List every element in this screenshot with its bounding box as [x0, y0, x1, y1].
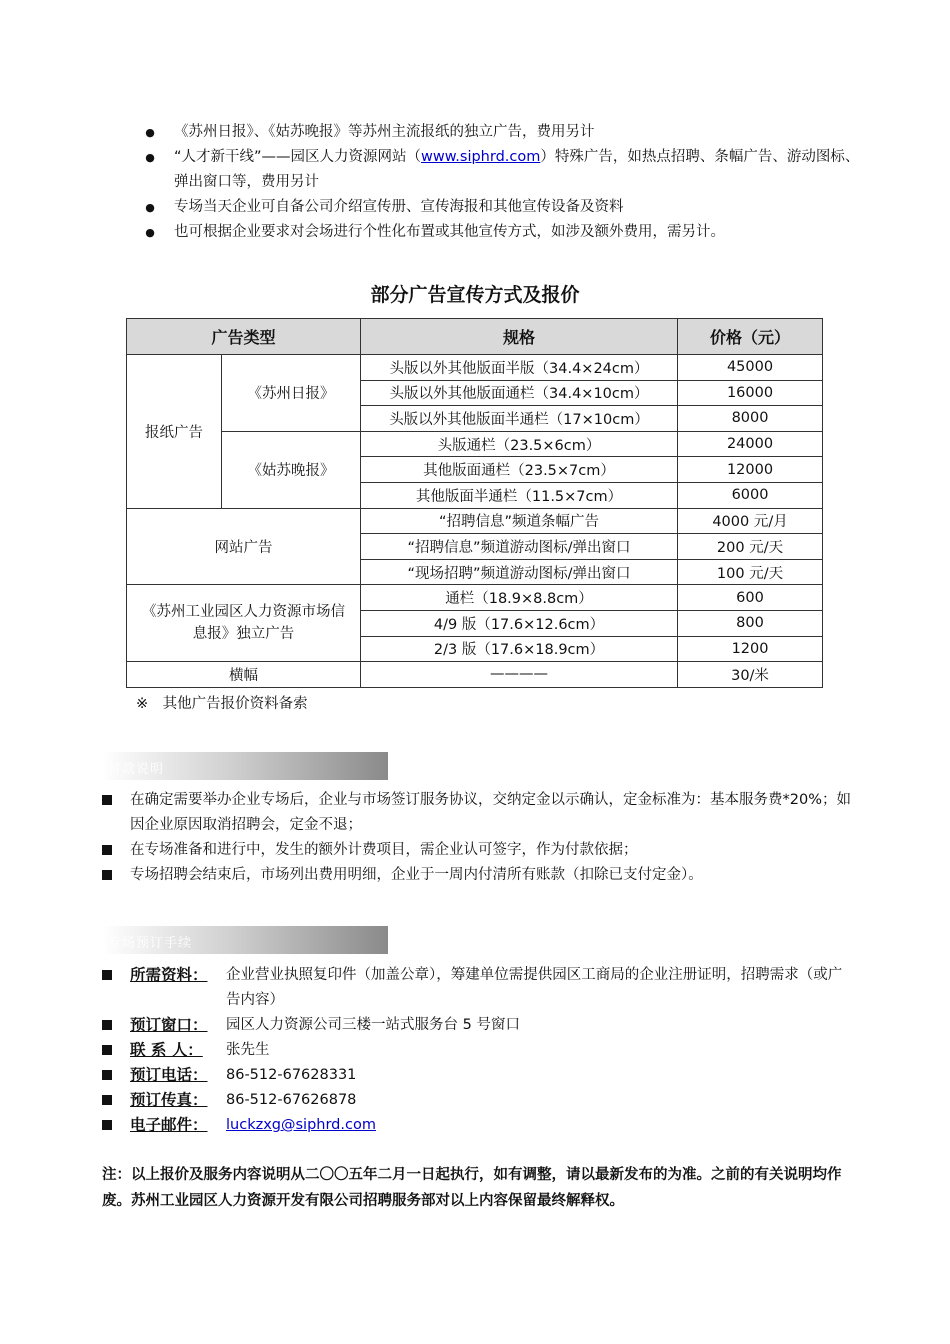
- bullet-list: [140, 120, 860, 245]
- square-bullet-icon: [102, 1045, 112, 1055]
- price-cell: 24000: [678, 431, 823, 457]
- item-value: 园区人力资源公司三楼一站式服务台 5 号窗口: [226, 1017, 520, 1033]
- square-bullet-icon: [102, 1095, 112, 1105]
- bullet-icon: ●: [145, 151, 155, 164]
- table-note: ※ 其他广告报价资料备索: [136, 696, 308, 712]
- header-price: 价格（元）: [678, 319, 823, 355]
- price-cell: 100 元/天: [678, 559, 823, 585]
- item-key: 联 系 人：: [130, 1041, 203, 1059]
- table-row: [127, 355, 823, 381]
- square-bullet-icon: [102, 970, 112, 980]
- list-item: [102, 863, 852, 888]
- list-item: [102, 1113, 852, 1138]
- group-website: 网站广告: [127, 508, 361, 585]
- price-cell: 1200: [678, 636, 823, 662]
- list-item: [102, 1038, 852, 1063]
- price-cell: 30/米: [678, 662, 823, 688]
- price-cell: 4000 元/月: [678, 508, 823, 534]
- table-row: [127, 585, 823, 611]
- bullet-text: 《苏州日报》、《姑苏晚报》等苏州主流报纸的独立广告，费用另计: [174, 124, 595, 140]
- bullet-icon: ●: [145, 226, 155, 239]
- square-bullet-icon: [102, 1070, 112, 1080]
- spec-cell: 4/9 版（17.6×12.6cm）: [361, 610, 678, 636]
- spec-cell: 通栏（18.9×8.8cm）: [361, 585, 678, 611]
- list-item: [102, 1013, 852, 1038]
- list-item: [102, 963, 852, 1013]
- price-cell: 45000: [678, 355, 823, 381]
- table-row: [127, 431, 823, 457]
- spec-cell: 其他版面半通栏（11.5×7cm）: [361, 482, 678, 508]
- spec-cell: ————: [361, 662, 678, 688]
- price-cell: 16000: [678, 380, 823, 406]
- square-bullet-icon: [102, 1120, 112, 1130]
- price-cell: 6000: [678, 482, 823, 508]
- section-bar-booking: [102, 926, 388, 954]
- header-spec: 规格: [361, 319, 678, 355]
- spec-cell: 头版以外其他版面通栏（34.4×10cm）: [361, 380, 678, 406]
- list-item: [140, 220, 860, 245]
- price-cell: 12000: [678, 457, 823, 483]
- group-hr-paper: 《苏州工业园区人力资源市场信息报》独立广告: [127, 585, 361, 662]
- item-key: 预订窗口：: [130, 1016, 208, 1034]
- square-bullet-icon: [102, 1020, 112, 1030]
- price-table: [126, 318, 823, 688]
- section-bar-label: 专场预订手续: [108, 936, 193, 951]
- list-item: [102, 1088, 852, 1113]
- bullet-text: 专场当天企业可自备公司介绍宣传册、宣传海报和其他宣传设备及资料: [174, 199, 624, 215]
- item-text: 专场招聘会结束后，市场列出费用明细，企业于一周内付清所有账款（扣除已支付定金）。: [130, 867, 703, 883]
- price-cell: 200 元/天: [678, 534, 823, 560]
- list-item: [102, 838, 852, 863]
- payment-list: [102, 788, 852, 888]
- table-row: [127, 508, 823, 534]
- spec-cell: “现场招聘”频道游动图标/弹出窗口: [361, 559, 678, 585]
- table-title: 部分广告宣传方式及报价: [370, 284, 580, 306]
- item-value: 86-512-67626878: [226, 1092, 357, 1108]
- spec-cell: 2/3 版（17.6×18.9cm）: [361, 636, 678, 662]
- item-value: 86-512-67628331: [226, 1067, 357, 1083]
- square-bullet-icon: [102, 845, 112, 855]
- bullet-text: 也可根据企业要求对会场进行个性化布置或其他宣传方式，如涉及额外费用，需另计。: [174, 224, 725, 240]
- item-key: 预订电话：: [130, 1066, 208, 1084]
- list-item: [140, 145, 860, 195]
- spec-cell: 头版通栏（23.5×6cm）: [361, 431, 678, 457]
- price-cell: 8000: [678, 406, 823, 432]
- bullet-text-post: ）特殊广告，如热点招聘、条幅广告、游动图标、弹出窗口等，费用另计: [174, 149, 860, 190]
- bullet-icon: ●: [145, 201, 155, 214]
- website-link[interactable]: www.siphrd.com: [421, 149, 541, 165]
- item-value: 企业营业执照复印件（加盖公章），筹建单位需提供园区工商局的企业注册证明，招聘需求（或广告内容）: [226, 967, 843, 1008]
- header-ad-type: 广告类型: [127, 319, 361, 355]
- section-bar-label: 付款说明: [108, 762, 165, 777]
- list-item: [102, 1063, 852, 1088]
- spec-cell: “招聘信息”频道条幅广告: [361, 508, 678, 534]
- square-bullet-icon: [102, 795, 112, 805]
- item-key: 预订传真：: [130, 1091, 208, 1109]
- spec-cell: 头版以外其他版面半通栏（17×10cm）: [361, 406, 678, 432]
- section-bar-payment: [102, 752, 388, 780]
- item-text: 在确定需要举办企业专场后，企业与市场签订服务协议，交纳定金以示确认，定金标准为：基本服务费*20%；如因企业原因取消招聘会，定金不退；: [130, 792, 851, 833]
- booking-list: [102, 963, 852, 1138]
- list-item: [140, 120, 860, 145]
- table-header-row: [127, 319, 823, 355]
- price-cell: 800: [678, 610, 823, 636]
- item-key: 所需资料：: [130, 966, 208, 984]
- group-newspaper: 报纸广告: [127, 355, 222, 509]
- group-gusu-evening: 《姑苏晚报》: [222, 431, 361, 508]
- bullet-text-pre: “人才新干线”——园区人力资源网站（: [174, 149, 422, 165]
- list-item: [140, 195, 860, 220]
- list-item: [102, 788, 852, 838]
- bullet-icon: ●: [145, 126, 155, 139]
- item-text: 在专场准备和进行中，发生的额外计费项目，需企业认可签字，作为付款依据；: [130, 842, 638, 858]
- footer-note: 注：以上报价及服务内容说明从二〇〇五年二月一日起执行，如有调整，请以最新发布的为准。之前的有关说明均作废。苏州工业园区人力资源开发有限公司招聘服务部对以上内容保留最终解释权。: [102, 1167, 842, 1209]
- item-value: 张先生: [226, 1042, 270, 1058]
- spec-cell: 头版以外其他版面半版（34.4×24cm）: [361, 355, 678, 381]
- group-suzhou-daily: 《苏州日报》: [222, 355, 361, 432]
- spec-cell: “招聘信息”频道游动图标/弹出窗口: [361, 534, 678, 560]
- price-cell: 600: [678, 585, 823, 611]
- email-link[interactable]: luckzxg@siphrd.com: [226, 1117, 376, 1133]
- square-bullet-icon: [102, 870, 112, 880]
- group-banner: 横幅: [127, 662, 361, 688]
- table-row: [127, 662, 823, 688]
- item-key: 电子邮件：: [130, 1116, 208, 1134]
- spec-cell: 其他版面通栏（23.5×7cm）: [361, 457, 678, 483]
